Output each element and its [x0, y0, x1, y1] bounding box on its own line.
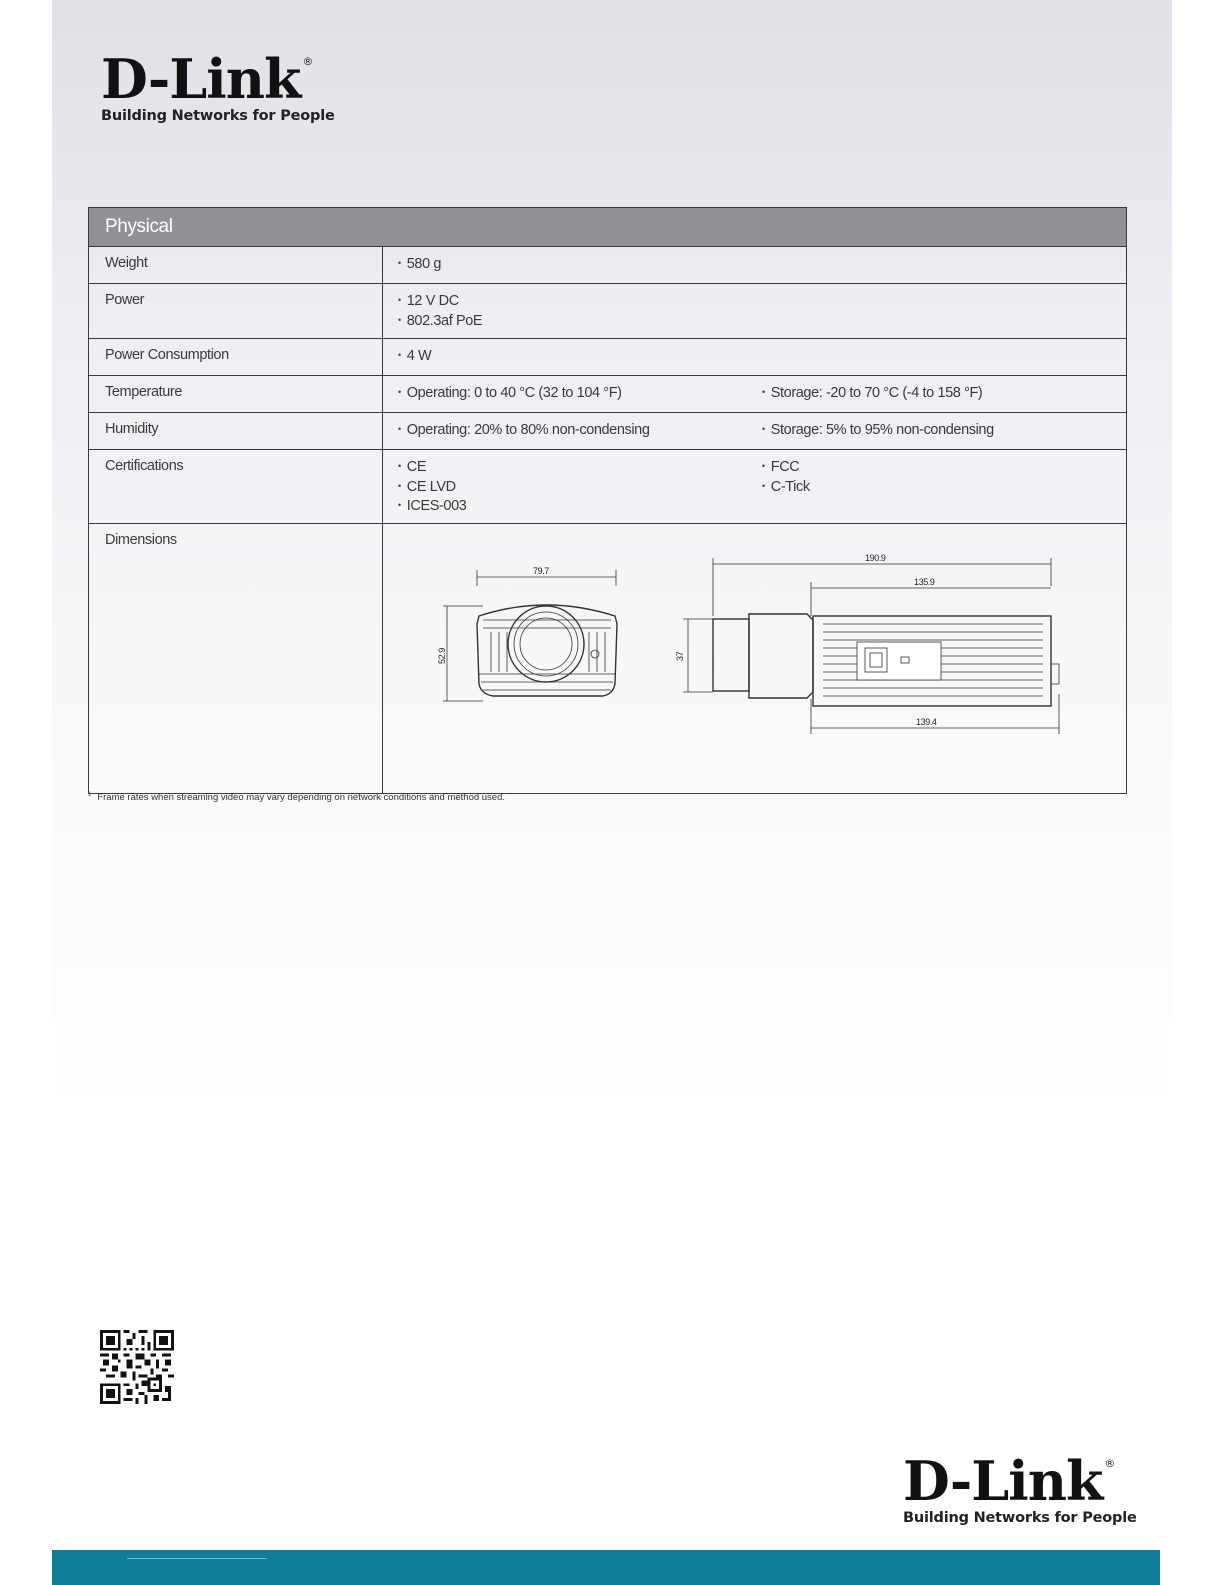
footnote-marker: 1	[88, 792, 92, 798]
logo-wordmark: D-Link ®	[903, 1449, 1115, 1513]
footnote	[88, 792, 505, 803]
footnote-text: Frame rates when streaming video may vary depending on network conditions and method used.	[97, 792, 506, 804]
row-value	[383, 247, 1127, 284]
value-item: • CE	[398, 458, 762, 478]
dim-side-total: 190.9	[865, 553, 886, 563]
section-header: Physical	[89, 208, 1127, 247]
camera-side-view	[683, 558, 1059, 734]
row-value	[383, 376, 1127, 413]
logo-wordmark: D-Link ®	[101, 47, 313, 111]
row-label: Power Consumption	[89, 339, 383, 376]
value-item: • 802.3af PoE	[398, 312, 1126, 332]
row-value	[383, 413, 1127, 450]
value-item: • Operating: 0 to 40 °C (32 to 104 °F)	[398, 384, 762, 404]
physical-spec-table	[88, 207, 1127, 794]
row-value	[383, 339, 1127, 376]
dimensions-drawing-cell	[383, 524, 1127, 794]
table-row	[89, 376, 1127, 413]
bottom-link-line	[127, 1558, 267, 1559]
value-item: • Operating: 20% to 80% non-condensing	[398, 421, 762, 441]
value-item: • Storage: -20 to 70 °C (-4 to 158 °F)	[762, 384, 1126, 404]
registered-mark: ®	[302, 55, 313, 68]
table-row	[89, 413, 1127, 450]
row-label: Temperature	[89, 376, 383, 413]
value-item: • C-Tick	[762, 478, 1126, 498]
value-item: • 12 V DC	[398, 292, 1126, 312]
dlink-logo-bottom	[903, 1449, 1137, 1526]
dim-side-body: 135.9	[914, 577, 935, 587]
row-value	[383, 450, 1127, 524]
row-label: Certifications	[89, 450, 383, 524]
dim-front-width: 79.7	[533, 566, 549, 576]
qr-code	[100, 1330, 174, 1404]
row-label: Humidity	[89, 413, 383, 450]
logo-tagline: Building Networks for People	[101, 108, 335, 124]
registered-mark: ®	[1104, 1457, 1115, 1470]
row-value	[383, 284, 1127, 339]
value-item: • 4 W	[398, 347, 1126, 367]
value-item: • FCC	[762, 458, 1126, 478]
dim-front-height: 52.9	[437, 648, 447, 664]
dim-side-bottom: 139.4	[916, 717, 937, 727]
value-item: • ICES-003	[398, 497, 762, 517]
table-row	[89, 284, 1127, 339]
camera-front-view	[443, 570, 617, 701]
logo-tagline: Building Networks for People	[903, 1510, 1137, 1526]
table-row	[89, 247, 1127, 284]
table-row	[89, 450, 1127, 524]
dlink-logo-top	[101, 47, 335, 124]
dim-side-height: 37	[675, 651, 685, 661]
row-label: Power	[89, 284, 383, 339]
table-row	[89, 339, 1127, 376]
table-row	[89, 524, 1127, 794]
row-label: Weight	[89, 247, 383, 284]
value-item: • Storage: 5% to 95% non-condensing	[762, 421, 1126, 441]
row-label: Dimensions	[89, 524, 383, 794]
value-item: • 580 g	[398, 255, 1126, 275]
value-item: • CE LVD	[398, 478, 762, 498]
camera-dimension-drawing	[383, 524, 1111, 786]
bottom-color-bar	[52, 1550, 1160, 1585]
